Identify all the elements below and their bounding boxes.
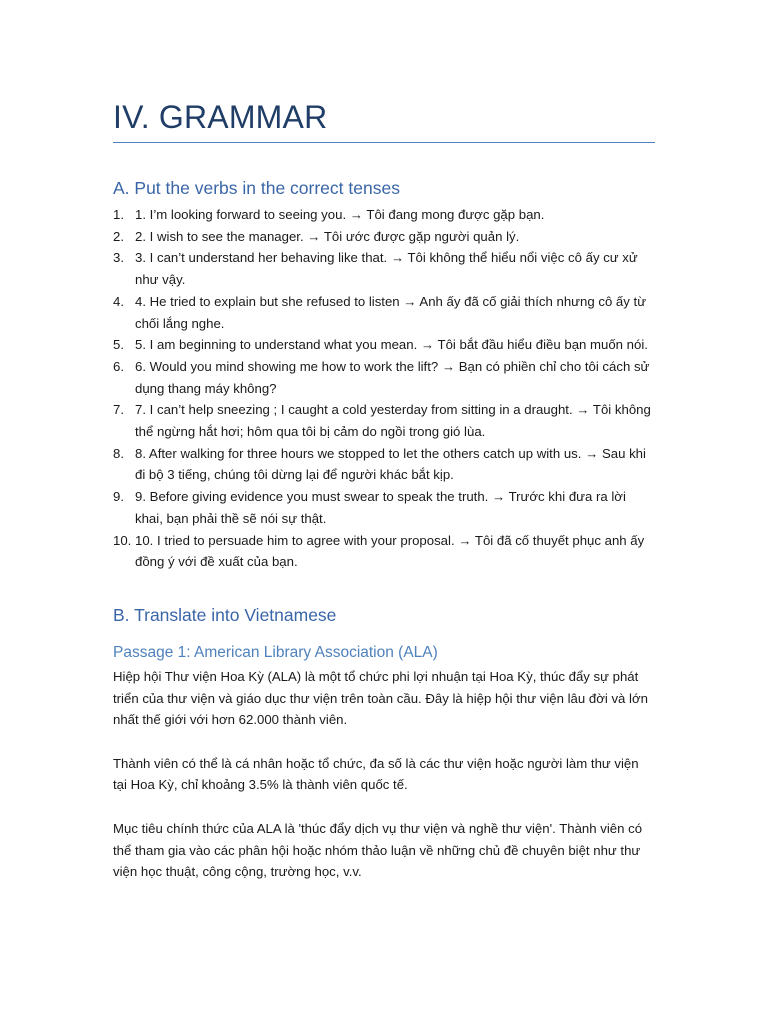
list-number: 6. <box>113 358 124 374</box>
list-number: 8. <box>113 445 124 461</box>
list-item-text: 6. Would you mind showing me how to work the lift? → Bạn có phiền chỉ cho tôi cách sử dụng thang máy không? <box>135 358 650 396</box>
list-number: 5. <box>113 337 124 353</box>
title-divider <box>113 142 655 143</box>
list-number: 2. <box>113 228 124 244</box>
passage-paragraph: Mục tiêu chính thức của ALA là 'thúc đẩy dịch vụ thư viện và nghề thư viện'. Thành viên có thể tham gia vào các phân hội hoặc nhóm thảo luận về những chủ đề chuyên biệt như thư viện học thuật, công cộng, trường học, v.v. <box>113 820 643 880</box>
section-b-heading: B. Translate into Vietnamese <box>113 604 337 625</box>
list-number: 1. <box>113 207 124 222</box>
list-number: 10. <box>113 532 132 548</box>
passage-paragraph: Hiệp hội Thư viện Hoa Kỳ (ALA) là một tổ chức phi lợi nhuận tại Hoa Kỳ, thúc đẩy sự phát triển của thư viện và giáo dục thư viện trên toàn cầu. Đây là hiệp hội thư viện lâu đời và lớn nhất thế giới với hơn 62.000 thành viên. <box>113 668 648 728</box>
list-item-text: 8. After walking for three hours we stopped to let the others catch up with us. → Sau khi đi bộ 3 tiếng, chúng tôi dừng lại để người khác bắt kịp. <box>135 445 646 483</box>
list-item-text: 10. I tried to persuade him to agree with your proposal. → Tôi đã cố thuyết phục anh ấy đồng ý với đề xuất của bạn. <box>135 532 645 570</box>
section-a <box>113 177 655 573</box>
list-item-text: 3. I can’t understand her behaving like that. → Tôi không thể hiểu nổi việc cô ấy cư xử như vậy. <box>135 250 638 288</box>
section-a-heading: A. Put the verbs in the correct tenses <box>113 178 400 198</box>
list-item <box>113 226 655 248</box>
page-title: IV. GRAMMAR <box>113 99 328 135</box>
exercise-list <box>113 204 655 573</box>
list-item-text: 2. I wish to see the manager. → Tôi ước được gặp người quản lý. <box>135 228 520 244</box>
list-item <box>113 443 655 486</box>
list-item <box>113 530 655 573</box>
list-item-text: 4. He tried to explain but she refused to listen → Anh ấy đã cố giải thích nhưng cô ấy từ chối lắng nghe. <box>135 293 647 331</box>
list-item-text: 9. Before giving evidence you must swear to speak the truth. → Trước khi đưa ra lời khai, bạn phải thề sẽ nói sự thật. <box>135 489 626 526</box>
passage-paragraph: Thành viên có thể là cá nhân hoặc tổ chức, đa số là các thư viện hoặc người làm thư viện tại Hoa Kỳ, chỉ khoảng 3.5% là thành viên quốc tế. <box>113 755 639 793</box>
list-item <box>113 247 655 290</box>
page-content <box>113 98 655 883</box>
list-item <box>113 334 655 356</box>
list-item <box>113 399 655 442</box>
list-item <box>113 356 655 399</box>
list-item <box>113 204 655 226</box>
passage-title: Passage 1: American Library Association (ALA) <box>113 643 438 661</box>
list-item-text: 1. I’m looking forward to seeing you. → Tôi đang mong được gặp bạn. <box>135 207 545 222</box>
list-item-text: 7. I can’t help sneezing ; I caught a cold yesterday from sitting in a draught. → Tôi không thể ngừng hắt hơi; hôm qua tôi bị cảm do ngồi trong gió lùa. <box>135 402 651 440</box>
list-number: 9. <box>113 489 124 505</box>
list-number: 3. <box>113 250 124 266</box>
section-b <box>113 604 655 883</box>
list-number: 7. <box>113 402 124 418</box>
list-number: 4. <box>113 293 124 309</box>
list-item-text: 5. I am beginning to understand what you mean. → Tôi bắt đầu hiểu điều bạn muốn nói. <box>135 337 648 353</box>
list-item <box>113 486 655 529</box>
list-item <box>113 291 655 334</box>
